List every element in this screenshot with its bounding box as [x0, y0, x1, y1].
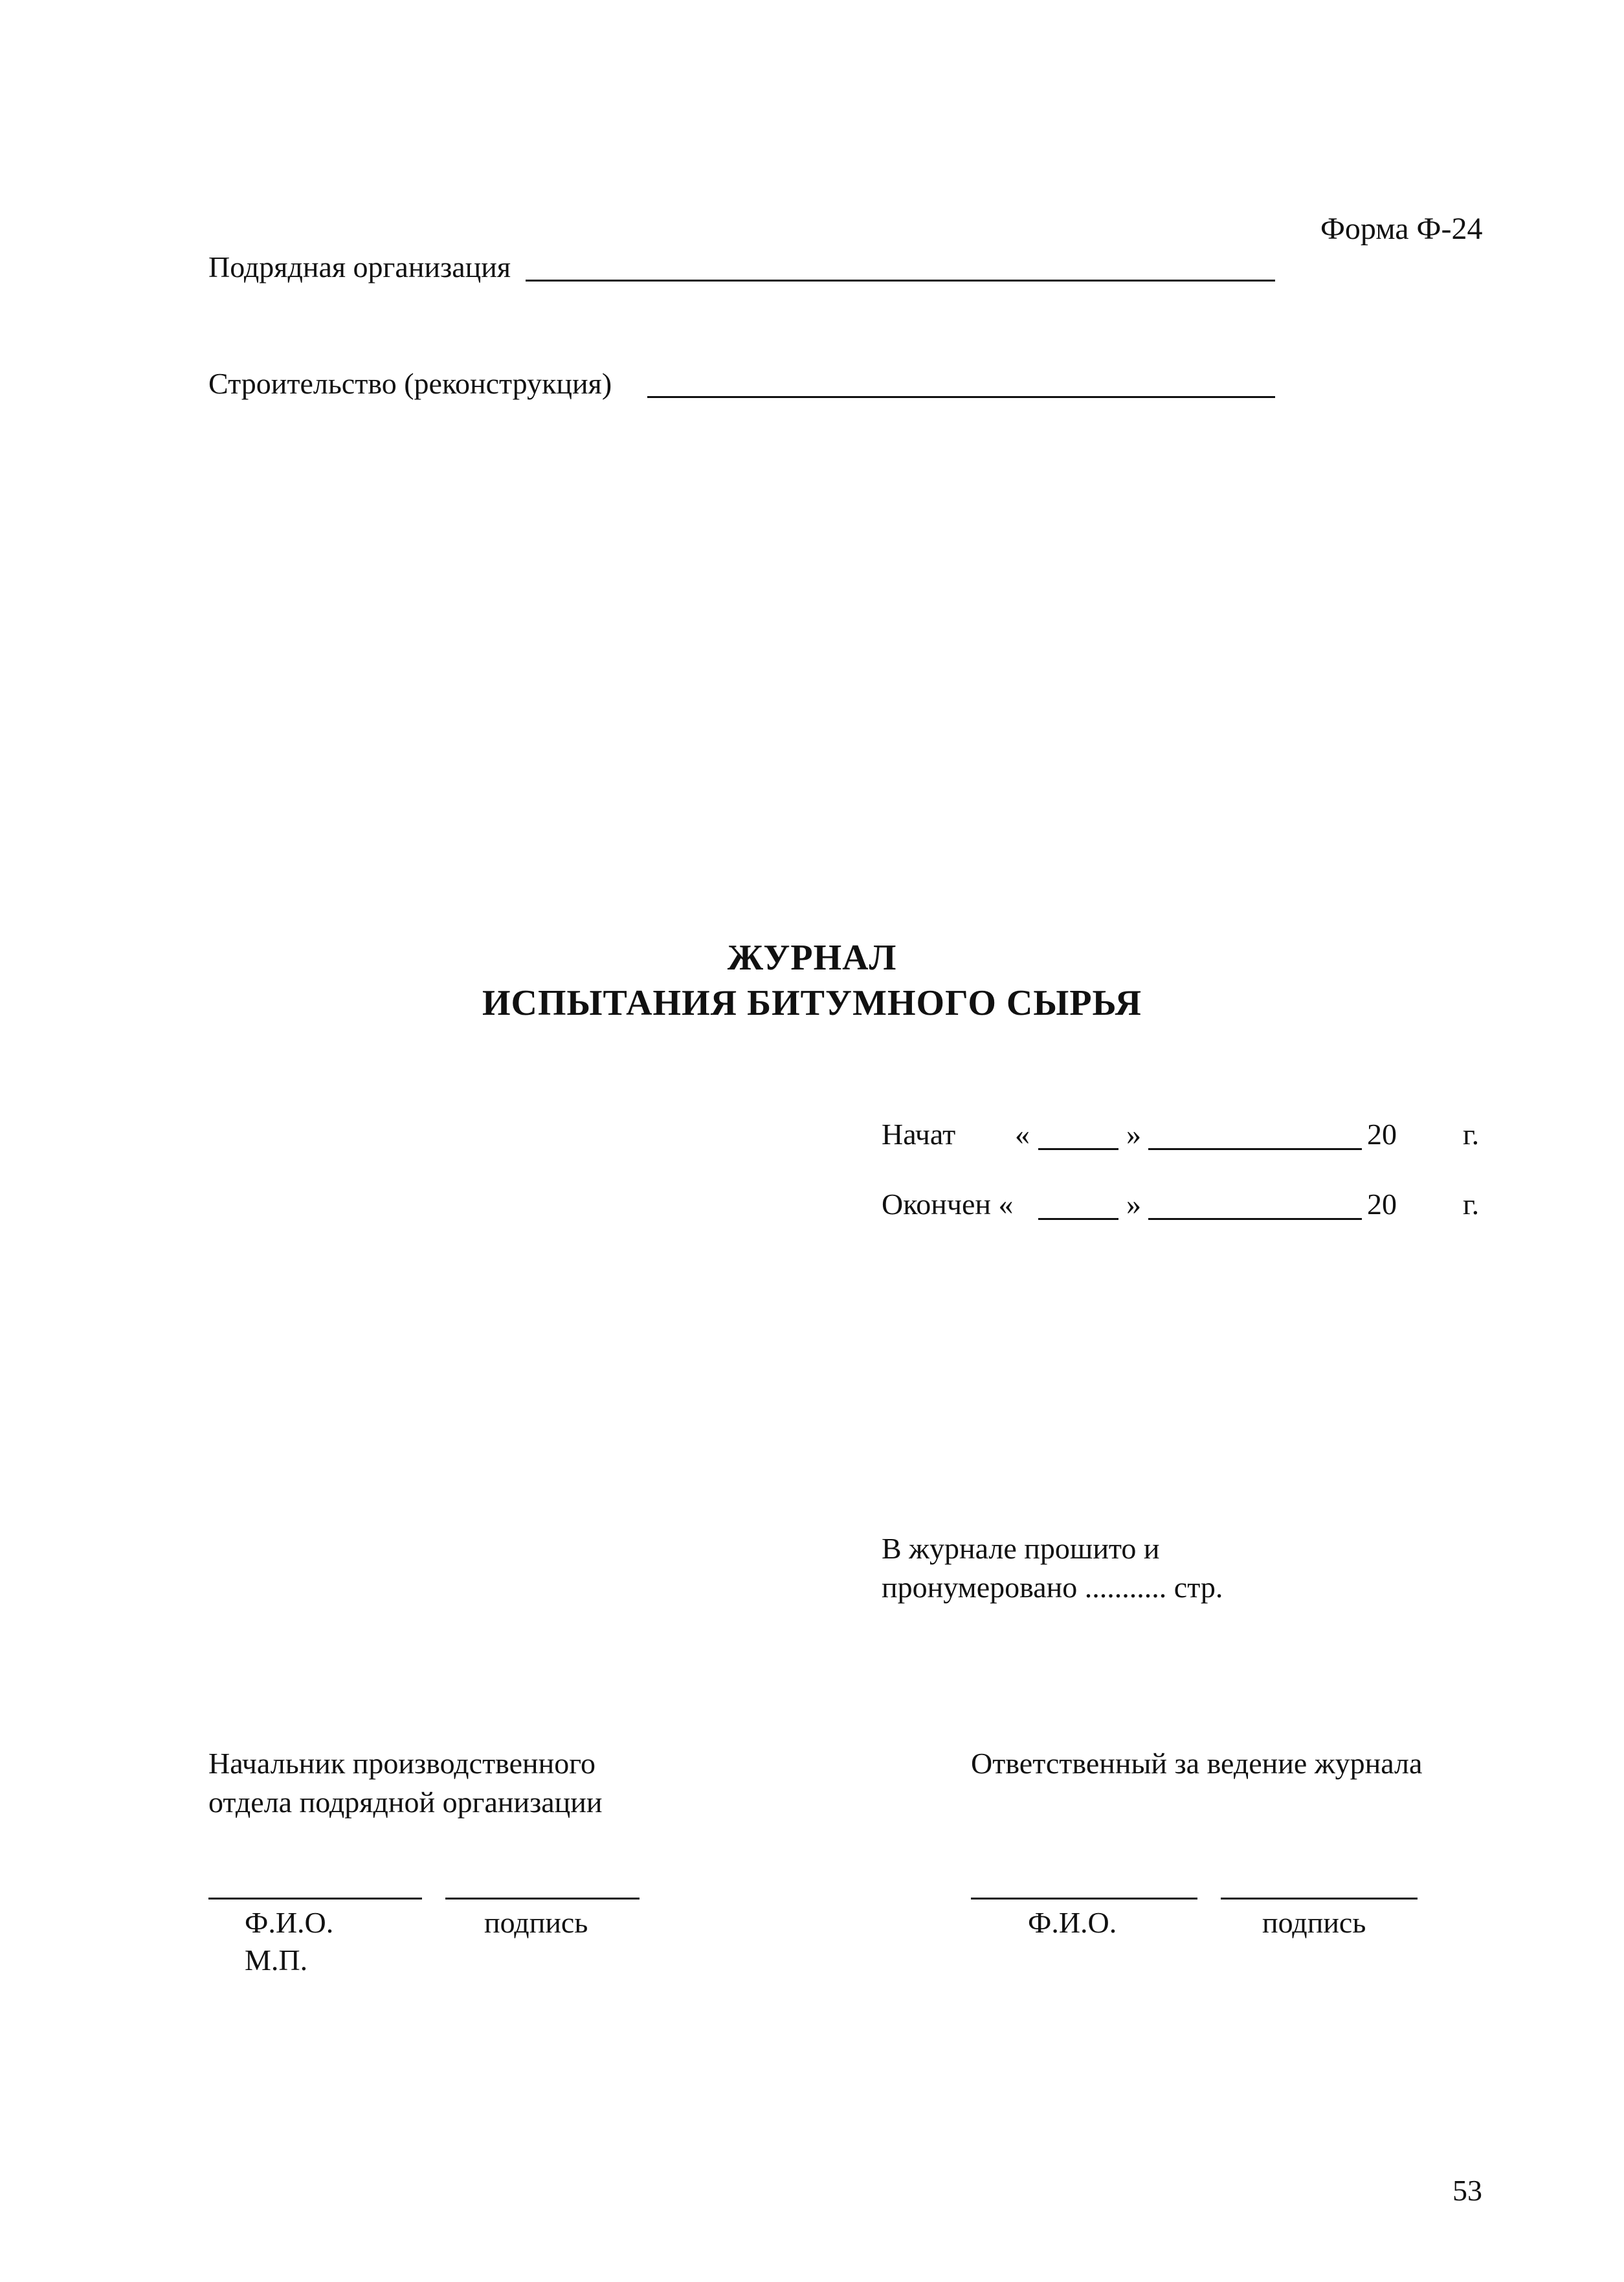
end-year-prefix: 20 [1367, 1188, 1397, 1221]
end-day-close-quote: » [1126, 1188, 1141, 1221]
construction-field-line[interactable] [647, 396, 1275, 398]
start-date-label: Начат [882, 1118, 956, 1151]
right-name-field-line[interactable] [971, 1898, 1197, 1900]
start-year-suffix: г. [1463, 1118, 1480, 1151]
contractor-label: Подрядная организация [208, 250, 511, 283]
end-year-suffix: г. [1463, 1188, 1480, 1221]
right-role-line1: Ответственный за ведение журнала [971, 1747, 1423, 1780]
page-number: 53 [1452, 2174, 1482, 2207]
start-day-close-quote: » [1126, 1118, 1141, 1151]
stamp-caption: М.П. [245, 1944, 308, 1977]
left-signature-field-line[interactable] [445, 1898, 640, 1900]
right-signature-field-line[interactable] [1221, 1898, 1418, 1900]
left-role-line1: Начальник производственного [208, 1747, 595, 1780]
left-name-caption: Ф.И.О. [245, 1906, 334, 1939]
form-number-label: Форма Ф-24 [1320, 212, 1483, 246]
start-day-open-quote: « [1015, 1118, 1030, 1151]
start-year-prefix: 20 [1367, 1118, 1397, 1151]
right-name-caption: Ф.И.О. [1028, 1906, 1117, 1939]
left-role-line2: отдела подрядной организации [208, 1786, 603, 1819]
contractor-field-line[interactable] [526, 280, 1275, 282]
end-date-label: Окончен « [882, 1188, 1014, 1221]
journal-title: ЖУРНАЛ [727, 938, 897, 978]
end-month-field-line[interactable] [1148, 1218, 1362, 1220]
start-day-field-line[interactable] [1038, 1148, 1118, 1150]
end-day-field-line[interactable] [1038, 1218, 1118, 1220]
binding-note-line2: пронумеровано ........... стр. [882, 1571, 1223, 1604]
journal-subtitle: ИСПЫТАНИЯ БИТУМНОГО СЫРЬЯ [482, 983, 1142, 1023]
right-signature-caption: подпись [1262, 1906, 1366, 1939]
start-month-field-line[interactable] [1148, 1148, 1362, 1150]
construction-label: Строительство (реконструкция) [208, 367, 612, 400]
left-signature-caption: подпись [484, 1906, 588, 1939]
binding-note-line1: В журнале прошито и [882, 1532, 1160, 1565]
left-name-field-line[interactable] [208, 1898, 422, 1900]
